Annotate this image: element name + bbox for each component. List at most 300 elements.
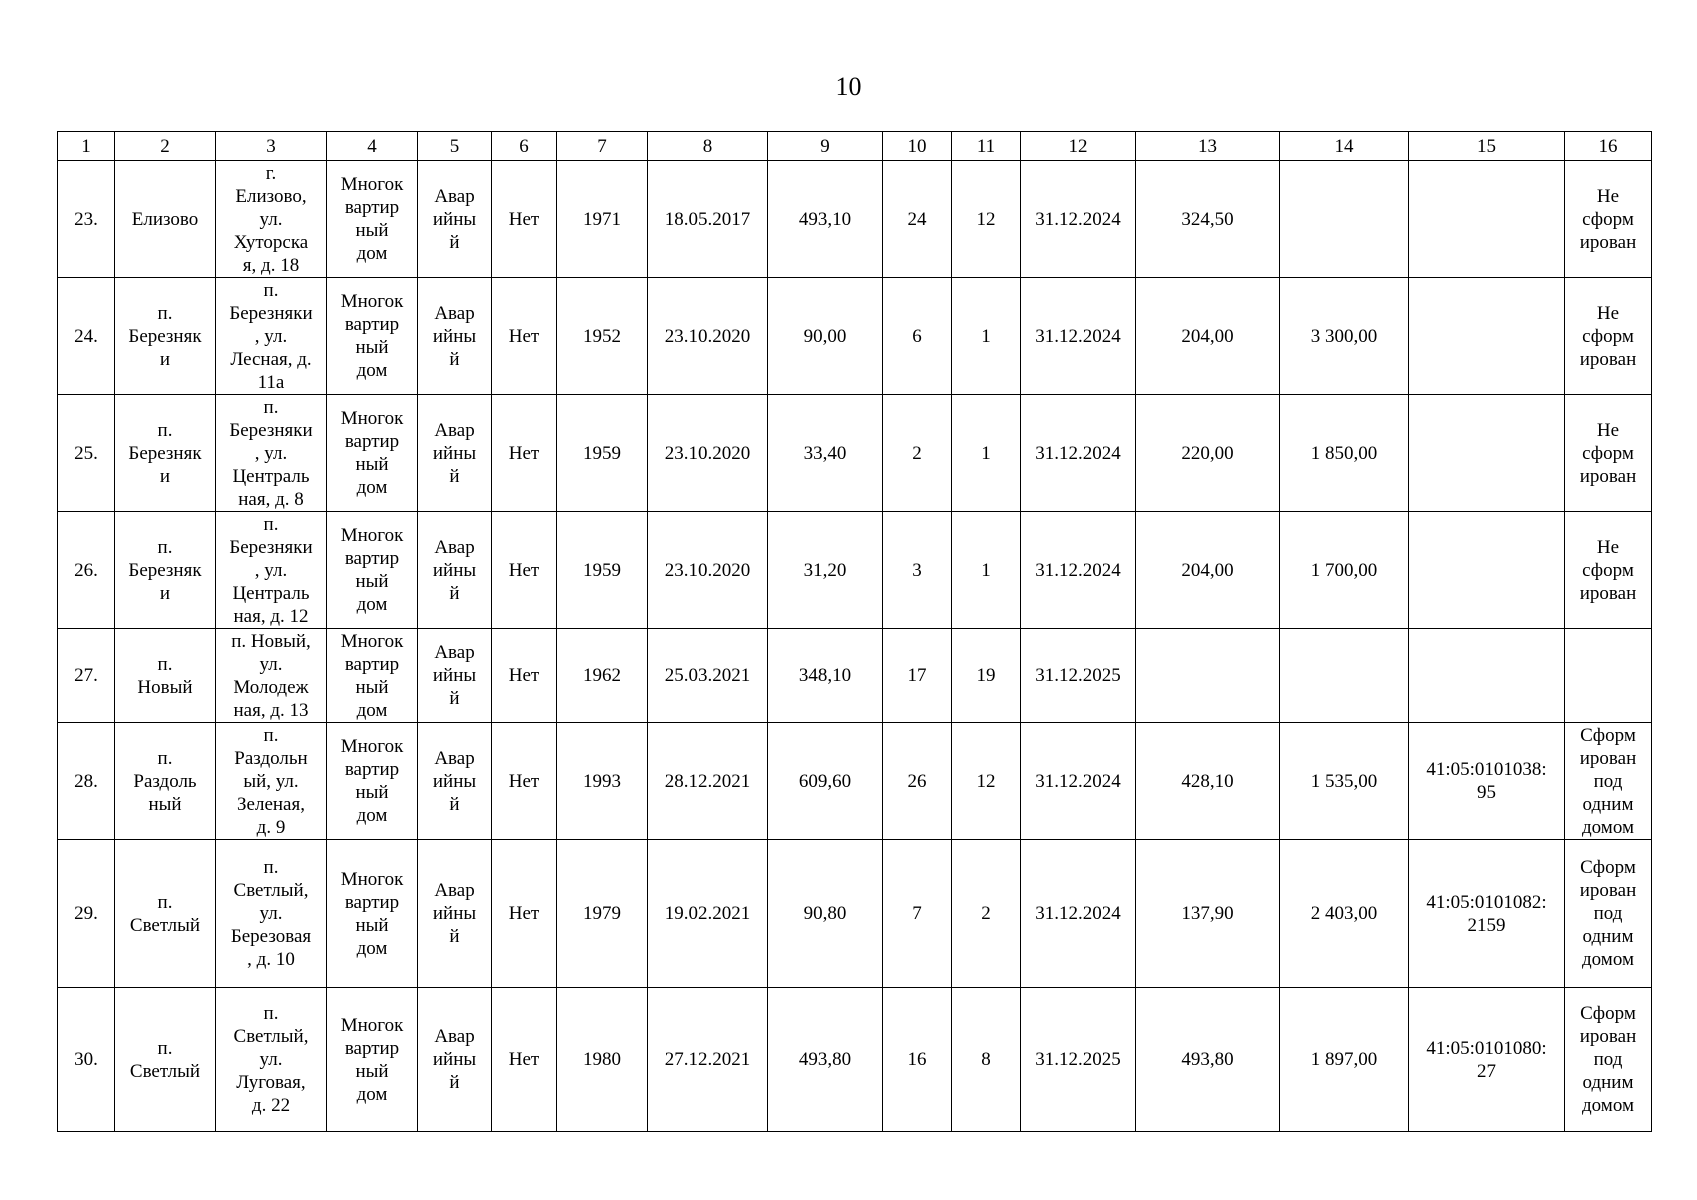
column-13-cell: 428,10 (1136, 723, 1280, 840)
table-row (58, 161, 1652, 278)
column-6-cell: Нет (492, 840, 557, 988)
table-row (58, 723, 1652, 840)
column-6-cell: Нет (492, 161, 557, 278)
land-plot-status-line: Сформ (1580, 1003, 1636, 1024)
address-line: , ул. (254, 442, 288, 464)
building-type-line: дом (356, 805, 388, 826)
address-line: ул. (259, 903, 283, 924)
cadastral-number-cell (1409, 723, 1565, 840)
cadastral-number-line: 41:05:0101082: (1426, 891, 1547, 913)
construction-year-cell: 1959 (557, 512, 648, 629)
condition-status-line: Авар (434, 880, 475, 901)
column-number-header: 8 (648, 132, 768, 161)
condition-status-cell (418, 512, 492, 629)
column-10-cell: 6 (883, 278, 952, 395)
settlement-line: п. (157, 536, 173, 558)
column-11-cell: 1 (952, 278, 1021, 395)
condition-status-cell (418, 278, 492, 395)
column-10-cell: 16 (883, 988, 952, 1132)
settlement-line: п. (157, 747, 173, 769)
recognition-date-cell: 28.12.2021 (648, 723, 768, 840)
land-plot-status-line: сформ (1582, 325, 1634, 347)
address-cell (216, 278, 327, 395)
cadastral-number-line: 41:05:0101080: (1426, 1037, 1547, 1059)
area-cell: 493,10 (768, 161, 883, 278)
cadastral-number-line: 41:05:0101038: (1426, 759, 1547, 780)
condition-status-line: Авар (434, 642, 475, 663)
land-plot-status-line: одним (1582, 926, 1634, 947)
land-plot-status-cell (1565, 512, 1652, 629)
building-type-line: Многок (340, 291, 404, 312)
building-type-line: ный (355, 914, 389, 936)
column-11-cell: 1 (952, 512, 1021, 629)
address-line: п. Новый, (231, 630, 311, 652)
recognition-date-cell: 23.10.2020 (648, 395, 768, 512)
building-type-line: Многок (340, 525, 404, 546)
cadastral-number-cell (1409, 988, 1565, 1132)
land-plot-status-line: под (1593, 903, 1623, 924)
column-13-cell: 493,80 (1136, 988, 1280, 1132)
building-type-line: Многок (340, 174, 404, 195)
address-line: ул. (259, 208, 283, 230)
column-14-cell: 1 897,00 (1280, 988, 1409, 1132)
recognition-date-cell: 23.10.2020 (648, 512, 768, 629)
land-plot-status-line: Не (1596, 185, 1620, 207)
building-type-line: вартир (344, 891, 400, 913)
address-line: Светлый, (233, 880, 309, 901)
building-type-line: Многок (340, 630, 404, 652)
deadline-date-cell: 31.12.2024 (1021, 395, 1136, 512)
condition-status-line: ийны (432, 1049, 477, 1070)
address-line: Хуторска (233, 231, 309, 253)
address-line: Зеленая, (237, 793, 305, 815)
land-plot-status-cell (1565, 723, 1652, 840)
address-line: Березовая (230, 926, 312, 947)
column-number-header: 15 (1409, 132, 1565, 161)
building-type-line: ный (355, 337, 389, 358)
condition-status-cell (418, 988, 492, 1132)
address-line: ная, д. 13 (233, 699, 309, 721)
address-line: ная, д. 12 (233, 605, 309, 627)
settlement-cell (115, 988, 216, 1132)
column-number-header: 11 (952, 132, 1021, 161)
building-type-cell (327, 512, 418, 629)
land-plot-status-cell (1565, 278, 1652, 395)
deadline-date-cell: 31.12.2024 (1021, 278, 1136, 395)
column-11-cell: 12 (952, 723, 1021, 840)
land-plot-status-line: Не (1596, 536, 1620, 558)
settlement-line: и (159, 465, 171, 487)
building-type-cell (327, 278, 418, 395)
building-type-line: дом (356, 477, 388, 498)
land-plot-status-line: одним (1582, 1072, 1634, 1093)
column-14-cell (1280, 161, 1409, 278)
condition-status-line: Авар (434, 302, 475, 324)
building-type-line: вартир (344, 548, 400, 569)
building-type-line: ный (355, 571, 389, 592)
address-cell (216, 161, 327, 278)
address-line: г. (265, 162, 277, 184)
recognition-date-cell: 18.05.2017 (648, 161, 768, 278)
building-type-line: вартир (344, 653, 400, 675)
cadastral-number-cell (1409, 512, 1565, 629)
column-10-cell: 26 (883, 723, 952, 840)
building-type-line: вартир (344, 314, 400, 335)
condition-status-line: Авар (434, 747, 475, 769)
construction-year-cell: 1993 (557, 723, 648, 840)
address-line: ул. (259, 653, 283, 675)
address-line: , ул. (254, 325, 288, 347)
condition-status-line: й (449, 1072, 460, 1093)
page-number: 10 (835, 72, 862, 101)
address-line: Светлый, (233, 1026, 309, 1047)
building-type-line: ный (355, 1060, 389, 1082)
building-type-line: вартир (344, 759, 400, 780)
column-number-header: 6 (492, 132, 557, 161)
settlement-cell (115, 395, 216, 512)
construction-year-cell: 1980 (557, 988, 648, 1132)
address-line: Елизово, (235, 185, 307, 207)
column-14-cell: 1 535,00 (1280, 723, 1409, 840)
land-plot-status-line: ирован (1579, 1026, 1637, 1047)
area-cell: 493,80 (768, 988, 883, 1132)
column-14-cell: 3 300,00 (1280, 278, 1409, 395)
condition-status-cell (418, 395, 492, 512)
address-line: Березняки (229, 302, 313, 324)
land-plot-status-cell (1565, 840, 1652, 988)
address-cell (216, 988, 327, 1132)
land-plot-status-line: ирован (1579, 231, 1637, 253)
address-line: Централь (232, 465, 310, 487)
address-line: Молодеж (233, 676, 309, 698)
area-cell: 90,80 (768, 840, 883, 988)
column-13-cell: 324,50 (1136, 161, 1280, 278)
land-plot-status-line: под (1593, 1049, 1623, 1070)
land-plot-status-line: Не (1596, 419, 1620, 441)
land-plot-status-cell (1565, 988, 1652, 1132)
recognition-date-cell: 19.02.2021 (648, 840, 768, 988)
table-row (58, 395, 1652, 512)
cadastral-number-cell (1409, 395, 1565, 512)
address-line: , ул. (254, 559, 288, 581)
settlement-line: п. (157, 891, 173, 913)
row-number-cell: 27. (58, 629, 115, 723)
land-plot-status-line: ирован (1579, 582, 1637, 604)
column-number-header: 10 (883, 132, 952, 161)
condition-status-line: ийны (432, 325, 477, 347)
address-line: ул. (259, 1049, 283, 1070)
condition-status-line: й (449, 793, 460, 815)
building-type-line: вартир (344, 431, 400, 452)
building-type-line: вартир (344, 1037, 400, 1059)
column-6-cell: Нет (492, 395, 557, 512)
building-type-line: Многок (340, 408, 404, 429)
building-type-cell (327, 988, 418, 1132)
cadastral-number-cell (1409, 161, 1565, 278)
address-line: п. (263, 857, 279, 878)
building-type-cell (327, 723, 418, 840)
table-row (58, 988, 1652, 1132)
table-row (58, 512, 1652, 629)
building-type-line: вартир (344, 197, 400, 218)
condition-status-line: Авар (434, 419, 475, 441)
settlement-line: п. (157, 653, 173, 675)
settlement-cell (115, 629, 216, 723)
column-14-cell: 1 850,00 (1280, 395, 1409, 512)
settlement-line: Светлый (129, 914, 201, 936)
address-line: Лесная, д. (230, 348, 312, 370)
column-6-cell: Нет (492, 512, 557, 629)
land-plot-status-line: домом (1582, 1095, 1634, 1116)
condition-status-line: ийны (432, 208, 477, 230)
column-number-header: 9 (768, 132, 883, 161)
deadline-date-cell: 31.12.2024 (1021, 840, 1136, 988)
address-line: Березняки (229, 536, 313, 558)
address-cell (216, 512, 327, 629)
recognition-date-cell: 23.10.2020 (648, 278, 768, 395)
condition-status-cell (418, 161, 492, 278)
condition-status-line: ийны (432, 770, 477, 792)
building-type-line: дом (356, 360, 388, 381)
deadline-date-cell: 31.12.2024 (1021, 161, 1136, 278)
condition-status-line: й (449, 926, 460, 947)
column-number-header: 2 (115, 132, 216, 161)
condition-status-cell (418, 629, 492, 723)
condition-status-line: ийны (432, 903, 477, 924)
column-number-header: 16 (1565, 132, 1652, 161)
settlement-line: и (159, 348, 171, 370)
area-cell: 33,40 (768, 395, 883, 512)
building-type-line: Многок (340, 868, 404, 890)
column-11-cell: 2 (952, 840, 1021, 988)
land-plot-status-line: ирован (1579, 880, 1637, 901)
column-10-cell: 7 (883, 840, 952, 988)
condition-status-line: Авар (434, 1026, 475, 1047)
construction-year-cell: 1971 (557, 161, 648, 278)
deadline-date-cell: 31.12.2024 (1021, 723, 1136, 840)
column-number-header: 5 (418, 132, 492, 161)
building-type-cell (327, 840, 418, 988)
deadline-date-cell: 31.12.2025 (1021, 629, 1136, 723)
land-plot-status-cell (1565, 629, 1652, 723)
cadastral-number-line: 27 (1477, 1060, 1496, 1082)
column-14-cell (1280, 629, 1409, 723)
building-type-cell (327, 161, 418, 278)
column-number-header: 14 (1280, 132, 1409, 161)
address-line: п. (263, 724, 279, 746)
deadline-date-cell: 31.12.2024 (1021, 512, 1136, 629)
address-line: д. 9 (256, 816, 286, 838)
column-number-header: 1 (58, 132, 115, 161)
column-number-header: 12 (1021, 132, 1136, 161)
land-plot-status-line: сформ (1582, 442, 1634, 464)
column-11-cell: 12 (952, 161, 1021, 278)
recognition-date-cell: 27.12.2021 (648, 988, 768, 1132)
column-13-cell: 137,90 (1136, 840, 1280, 988)
land-plot-status-line: сформ (1582, 559, 1634, 581)
land-plot-status-cell (1565, 395, 1652, 512)
building-type-line: ный (355, 220, 389, 241)
settlement-line: Светлый (129, 1060, 201, 1082)
column-13-cell: 204,00 (1136, 512, 1280, 629)
settlement-line: Березняк (128, 442, 202, 464)
land-plot-status-line: Сформ (1580, 724, 1636, 746)
building-type-line: дом (356, 243, 388, 264)
address-line: п. (263, 1003, 279, 1024)
construction-year-cell: 1979 (557, 840, 648, 988)
table-row (58, 278, 1652, 395)
column-number-header: 7 (557, 132, 648, 161)
condition-status-line: й (449, 465, 460, 487)
land-plot-status-line: домом (1582, 816, 1634, 838)
condition-status-line: Авар (434, 185, 475, 207)
address-line: п. (263, 279, 279, 301)
address-line: ый, ул. (243, 770, 299, 792)
column-14-cell: 1 700,00 (1280, 512, 1409, 629)
condition-status-line: ийны (432, 559, 477, 581)
column-number-row (58, 132, 1652, 161)
column-number-header: 13 (1136, 132, 1280, 161)
building-type-line: ный (355, 454, 389, 475)
cadastral-number-cell (1409, 278, 1565, 395)
address-line: Централь (232, 582, 310, 604)
building-type-cell (327, 629, 418, 723)
condition-status-cell (418, 840, 492, 988)
building-type-line: ный (355, 782, 389, 803)
settlement-line: Раздоль (133, 770, 197, 792)
area-cell: 348,10 (768, 629, 883, 723)
condition-status-line: й (449, 231, 460, 253)
construction-year-cell: 1959 (557, 395, 648, 512)
column-10-cell: 24 (883, 161, 952, 278)
building-type-line: дом (356, 937, 388, 959)
deadline-date-cell: 31.12.2025 (1021, 988, 1136, 1132)
land-plot-status-line: под (1593, 770, 1623, 792)
settlement-line: п. (157, 302, 173, 324)
column-11-cell: 19 (952, 629, 1021, 723)
column-10-cell: 17 (883, 629, 952, 723)
settlement-line: ный (148, 793, 182, 815)
row-number-cell: 28. (58, 723, 115, 840)
settlement-cell (115, 161, 216, 278)
address-line: я, д. 18 (242, 254, 300, 276)
address-cell (216, 840, 327, 988)
condition-status-cell (418, 723, 492, 840)
table-row (58, 629, 1652, 723)
row-number-cell: 24. (58, 278, 115, 395)
settlement-line: Новый (137, 676, 193, 698)
condition-status-line: й (449, 348, 460, 370)
settlement-line: Елизово (131, 208, 199, 230)
condition-status-line: й (449, 582, 460, 604)
land-plot-status-line: одним (1582, 793, 1634, 815)
land-plot-status-line: Сформ (1580, 857, 1636, 878)
settlement-line: п. (157, 1037, 173, 1059)
column-11-cell: 8 (952, 988, 1021, 1132)
column-10-cell: 3 (883, 512, 952, 629)
building-type-line: дом (356, 699, 388, 721)
settlement-line: Березняк (128, 559, 202, 581)
column-6-cell: Нет (492, 278, 557, 395)
column-14-cell: 2 403,00 (1280, 840, 1409, 988)
column-13-cell: 204,00 (1136, 278, 1280, 395)
address-line: Луговая, (236, 1072, 306, 1093)
building-type-line: Многок (340, 736, 404, 757)
land-plot-status-line: ирован (1579, 348, 1637, 370)
settlement-line: и (159, 582, 171, 604)
table-row (58, 840, 1652, 988)
address-line: ная, д. 8 (238, 488, 304, 510)
cadastral-number-cell (1409, 840, 1565, 988)
building-type-cell (327, 395, 418, 512)
construction-year-cell: 1952 (557, 278, 648, 395)
column-13-cell (1136, 629, 1280, 723)
area-cell: 609,60 (768, 723, 883, 840)
address-line: п. (263, 396, 279, 418)
column-number-header: 4 (327, 132, 418, 161)
settlement-line: п. (157, 419, 173, 441)
address-line: Березняки (229, 419, 313, 441)
column-number-header: 3 (216, 132, 327, 161)
settlement-line: Березняк (128, 325, 202, 347)
construction-year-cell: 1962 (557, 629, 648, 723)
settlement-cell (115, 278, 216, 395)
settlement-cell (115, 840, 216, 988)
area-cell: 90,00 (768, 278, 883, 395)
column-13-cell: 220,00 (1136, 395, 1280, 512)
row-number-cell: 25. (58, 395, 115, 512)
condition-status-line: й (449, 688, 460, 709)
land-plot-status-line: Не (1596, 302, 1620, 324)
address-cell (216, 629, 327, 723)
column-10-cell: 2 (883, 395, 952, 512)
settlement-cell (115, 512, 216, 629)
settlement-cell (115, 723, 216, 840)
address-cell (216, 723, 327, 840)
condition-status-line: Авар (434, 536, 475, 558)
column-6-cell: Нет (492, 629, 557, 723)
building-type-line: дом (356, 594, 388, 615)
address-line: , д. 10 (247, 949, 295, 970)
area-cell: 31,20 (768, 512, 883, 629)
address-line: 11а (257, 371, 285, 393)
address-line: п. (263, 513, 279, 535)
condition-status-line: ийны (432, 665, 477, 686)
land-plot-status-line: сформ (1582, 208, 1634, 230)
row-number-cell: 26. (58, 512, 115, 629)
cadastral-number-cell (1409, 629, 1565, 723)
building-type-line: Многок (340, 1014, 404, 1036)
land-plot-status-cell (1565, 161, 1652, 278)
column-6-cell: Нет (492, 723, 557, 840)
row-number-cell: 29. (58, 840, 115, 988)
cadastral-number-line: 2159 (1467, 914, 1506, 936)
address-line: д. 22 (251, 1095, 291, 1116)
column-6-cell: Нет (492, 988, 557, 1132)
recognition-date-cell: 25.03.2021 (648, 629, 768, 723)
land-plot-status-line: ирован (1579, 465, 1637, 487)
address-cell (216, 395, 327, 512)
column-11-cell: 1 (952, 395, 1021, 512)
condition-status-line: ийны (432, 442, 477, 464)
building-type-line: ный (355, 676, 389, 698)
land-plot-status-line: домом (1582, 949, 1634, 970)
row-number-cell: 30. (58, 988, 115, 1132)
address-line: Раздольн (234, 747, 308, 769)
building-type-line: дом (356, 1083, 388, 1105)
row-number-cell: 23. (58, 161, 115, 278)
land-plot-status-line: ирован (1579, 747, 1637, 769)
